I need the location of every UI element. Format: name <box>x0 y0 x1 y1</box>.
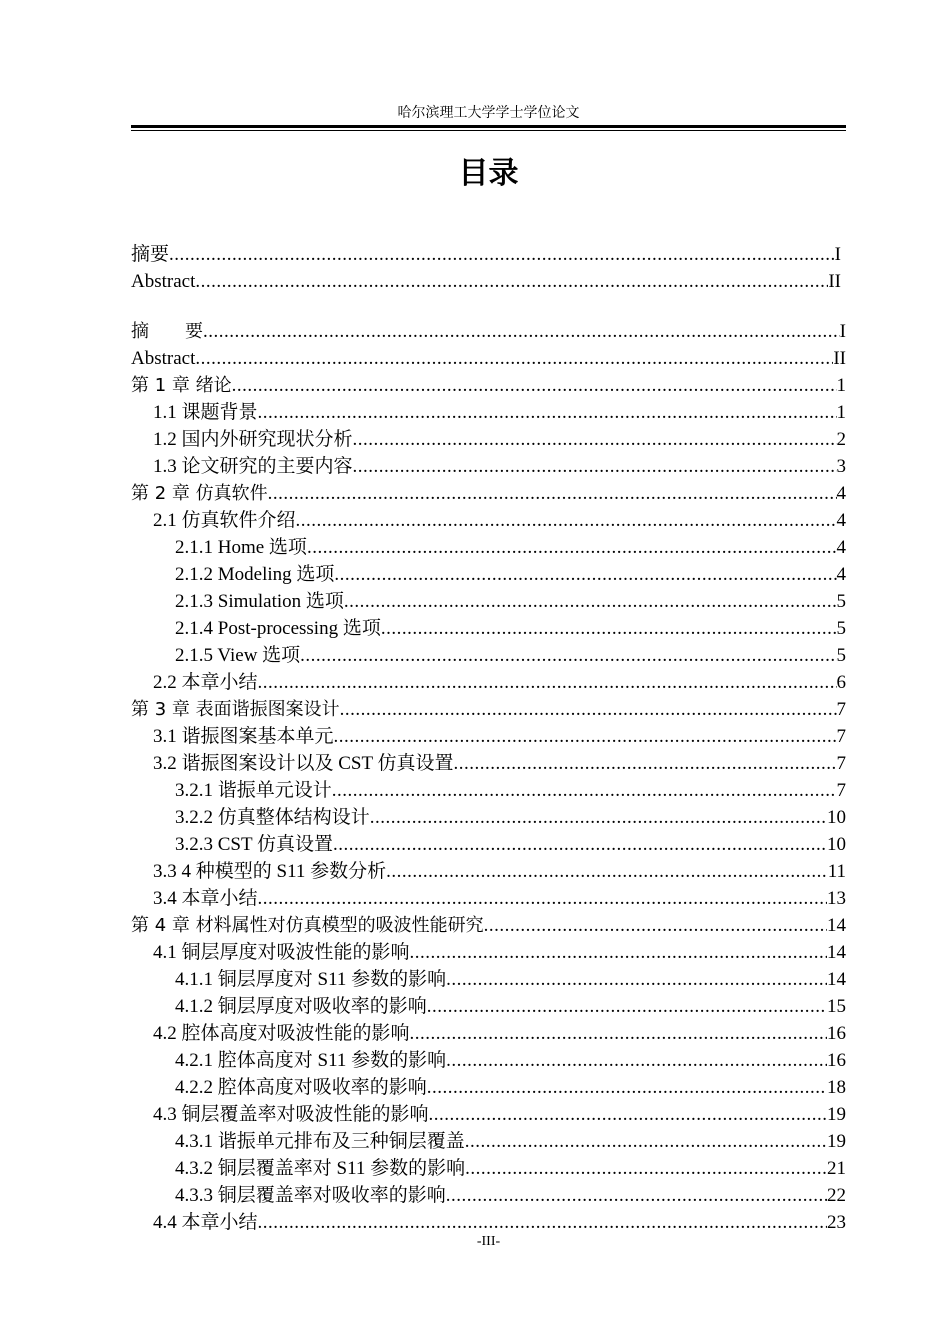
toc-leader-dots <box>386 858 828 885</box>
toc-leader-dots <box>232 372 837 399</box>
toc-front-list <box>131 241 841 295</box>
toc-leader-dots <box>195 345 833 372</box>
toc-leader-dots <box>429 1101 827 1128</box>
toc-entry[interactable] <box>131 318 846 345</box>
toc-entry-page: II <box>833 348 846 369</box>
toc-entry-page: 7 <box>836 753 846 774</box>
toc-leader-dots <box>307 534 837 561</box>
toc-entry-page: I <box>834 244 841 265</box>
toc-leader-dots <box>258 885 827 912</box>
toc-leader-dots <box>333 831 827 858</box>
toc-entry-page: 23 <box>827 1212 846 1233</box>
toc-entry-page: 7 <box>836 699 846 720</box>
toc-leader-dots <box>410 939 827 966</box>
toc-entry-label: 2.1.1 Home 选项 <box>175 537 307 558</box>
toc-entry[interactable] <box>131 1074 846 1101</box>
toc-entry-page: 22 <box>827 1185 846 1206</box>
toc-entry[interactable] <box>131 1128 846 1155</box>
toc-entry-page: 5 <box>836 591 846 612</box>
toc-leader-dots <box>334 561 836 588</box>
toc-leader-dots <box>258 399 837 426</box>
toc-entry[interactable] <box>131 534 846 561</box>
toc-entry[interactable] <box>131 831 846 858</box>
toc-entry-page: 4 <box>836 564 846 585</box>
toc-entry[interactable] <box>131 777 846 804</box>
toc-leader-dots <box>169 241 835 268</box>
toc-entry-page: 16 <box>827 1050 846 1071</box>
toc-entry-label: 4.4 本章小结 <box>153 1212 258 1233</box>
toc-entry-page: 4 <box>836 537 846 558</box>
toc-entry-label: 1.2 国内外研究现状分析 <box>153 429 353 450</box>
toc-entry-page: 11 <box>827 861 846 882</box>
toc-entry-label: 摘 要 <box>131 321 203 342</box>
toc-entry[interactable] <box>131 1101 846 1128</box>
toc-entry[interactable] <box>131 345 846 372</box>
toc-leader-dots <box>258 669 837 696</box>
toc-entry-label: 3.4 本章小结 <box>153 888 258 909</box>
toc-leader-dots <box>195 268 828 295</box>
toc-leader-dots <box>332 777 837 804</box>
toc-entry-label: Abstract <box>131 348 196 369</box>
toc-entry-label: 2.1.3 Simulation 选项 <box>175 591 344 612</box>
toc-leader-dots <box>203 318 840 345</box>
toc-entry[interactable] <box>131 372 846 399</box>
toc-main-list <box>131 318 846 1236</box>
toc-entry-page: 16 <box>827 1023 846 1044</box>
toc-entry-label: 第 1 章 绪论 <box>131 375 232 396</box>
toc-entry[interactable] <box>131 588 846 615</box>
toc-leader-dots <box>410 1020 827 1047</box>
toc-leader-dots <box>446 966 827 993</box>
toc-leader-dots <box>370 804 827 831</box>
toc-entry-page: 18 <box>827 1077 846 1098</box>
toc-entry-label: 4.2.2 腔体高度对吸收率的影响 <box>175 1077 427 1098</box>
toc-entry-label: 4.3 铜层覆盖率对吸波性能的影响 <box>153 1104 429 1125</box>
toc-entry[interactable] <box>131 561 846 588</box>
toc-entry[interactable] <box>131 939 846 966</box>
toc-entry-label: 3.2.3 CST 仿真设置 <box>175 834 334 855</box>
toc-entry-label: 3.2.1 谐振单元设计 <box>175 780 332 801</box>
toc-entry[interactable] <box>131 804 846 831</box>
toc-entry[interactable] <box>131 1047 846 1074</box>
toc-entry[interactable] <box>131 426 846 453</box>
toc-entry-label: 1.3 论文研究的主要内容 <box>153 456 353 477</box>
toc-entry-label: 3.2 谐振图案设计以及 CST 仿真设置 <box>153 753 454 774</box>
toc-entry[interactable] <box>131 399 846 426</box>
toc-entry-page: 7 <box>836 780 846 801</box>
toc-entry-label: 4.3.2 铜层覆盖率对 S11 参数的影响 <box>175 1158 466 1179</box>
toc-leader-dots <box>340 696 837 723</box>
toc-entry-page: 10 <box>827 807 846 828</box>
toc-entry-page: 7 <box>836 726 846 747</box>
toc-entry-page: 4 <box>836 483 846 504</box>
toc-entry[interactable] <box>131 750 846 777</box>
toc-entry[interactable] <box>131 642 846 669</box>
toc-entry-page: 19 <box>827 1104 846 1125</box>
toc-entry-page: 21 <box>827 1158 846 1179</box>
toc-entry-page: 5 <box>836 618 846 639</box>
toc-entry-page: 15 <box>827 996 846 1017</box>
toc-entry[interactable] <box>131 993 846 1020</box>
toc-entry[interactable] <box>131 615 846 642</box>
toc-leader-dots <box>484 912 827 939</box>
toc-leader-dots <box>427 993 827 1020</box>
toc-entry-page: 3 <box>836 456 846 477</box>
toc-leader-dots <box>334 723 837 750</box>
toc-entry-page: 4 <box>836 510 846 531</box>
toc-leader-dots <box>427 1074 827 1101</box>
toc-entry-page: 1 <box>836 402 846 423</box>
toc-leader-dots <box>353 453 837 480</box>
toc-entry-page: 6 <box>836 672 846 693</box>
toc-entry-label: 第 3 章 表面谐振图案设计 <box>131 699 340 720</box>
toc-entry-page: 1 <box>836 375 846 396</box>
toc-leader-dots <box>344 588 837 615</box>
toc-entry-page: I <box>839 321 846 342</box>
toc-entry-label: 4.3.1 谐振单元排布及三种铜层覆盖 <box>175 1131 465 1152</box>
toc-leader-dots <box>296 507 837 534</box>
toc-leader-dots <box>268 480 837 507</box>
toc-entry[interactable] <box>131 885 846 912</box>
toc-title: 目录 <box>458 156 519 191</box>
toc-entry[interactable] <box>131 507 846 534</box>
toc-entry-page: 2 <box>836 429 846 450</box>
toc-entry-label: 摘要 <box>131 244 170 265</box>
toc-entry[interactable] <box>131 669 846 696</box>
header-rule-thin <box>131 130 846 131</box>
toc-entry-label: 3.3 4 种模型的 S11 参数分析 <box>153 861 387 882</box>
toc-leader-dots <box>353 426 837 453</box>
toc-leader-dots <box>300 642 836 669</box>
toc-entry[interactable] <box>131 966 846 993</box>
toc-entry[interactable] <box>131 1155 846 1182</box>
toc-entry[interactable] <box>131 453 846 480</box>
toc-leader-dots <box>446 1182 827 1209</box>
page-number: -III- <box>476 1234 501 1249</box>
toc-entry[interactable] <box>131 858 846 885</box>
toc-entry-label: 4.1.1 铜层厚度对 S11 参数的影响 <box>175 969 447 990</box>
toc-entry[interactable] <box>131 268 841 295</box>
toc-entry-page: 19 <box>827 1131 846 1152</box>
toc-entry-label: 2.1.4 Post-processing 选项 <box>175 618 381 639</box>
toc-leader-dots <box>381 615 837 642</box>
toc-entry-label: 4.2.1 腔体高度对 S11 参数的影响 <box>175 1050 447 1071</box>
toc-entry-label: 2.1.5 View 选项 <box>175 645 301 666</box>
toc-entry[interactable] <box>131 1020 846 1047</box>
header-rule-thick <box>131 125 846 128</box>
toc-entry-label: 4.2 腔体高度对吸波性能的影响 <box>153 1023 410 1044</box>
toc-entry-label: Abstract <box>131 271 196 292</box>
toc-entry-page: 10 <box>827 834 846 855</box>
running-header: 哈尔滨理工大学学士学位论文 <box>397 106 580 121</box>
toc-entry-label: 第 2 章 仿真软件 <box>131 483 268 504</box>
toc-entry-label: 3.1 谐振图案基本单元 <box>153 726 334 747</box>
toc-entry[interactable] <box>131 696 846 723</box>
toc-entry-page: 5 <box>836 645 846 666</box>
toc-entry[interactable] <box>131 480 846 507</box>
toc-entry-label: 4.3.3 铜层覆盖率对吸收率的影响 <box>175 1185 446 1206</box>
toc-entry[interactable] <box>131 912 846 939</box>
toc-leader-dots <box>446 1047 827 1074</box>
toc-entry-page: II <box>828 271 841 292</box>
toc-entry-page: 14 <box>827 942 846 963</box>
toc-entry-label: 1.1 课题背景 <box>153 402 258 423</box>
toc-entry-label: 4.1.2 铜层厚度对吸收率的影响 <box>175 996 427 1017</box>
toc-entry[interactable] <box>131 241 841 268</box>
toc-entry-page: 13 <box>827 888 846 909</box>
toc-entry-label: 3.2.2 仿真整体结构设计 <box>175 807 370 828</box>
toc-leader-dots <box>454 750 837 777</box>
toc-leader-dots <box>465 1128 827 1155</box>
toc-entry-label: 4.1 铜层厚度对吸波性能的影响 <box>153 942 410 963</box>
toc-entry-label: 2.2 本章小结 <box>153 672 258 693</box>
toc-entry-label: 第 4 章 材料属性对仿真模型的吸波性能研究 <box>131 915 484 936</box>
toc-entry[interactable] <box>131 723 846 750</box>
toc-entry-label: 2.1 仿真软件介绍 <box>153 510 296 531</box>
toc-entry-label: 2.1.2 Modeling 选项 <box>175 564 335 585</box>
toc-entry[interactable] <box>131 1182 846 1209</box>
toc-leader-dots <box>465 1155 827 1182</box>
toc-entry-page: 14 <box>827 915 846 936</box>
toc-entry-page: 14 <box>827 969 846 990</box>
